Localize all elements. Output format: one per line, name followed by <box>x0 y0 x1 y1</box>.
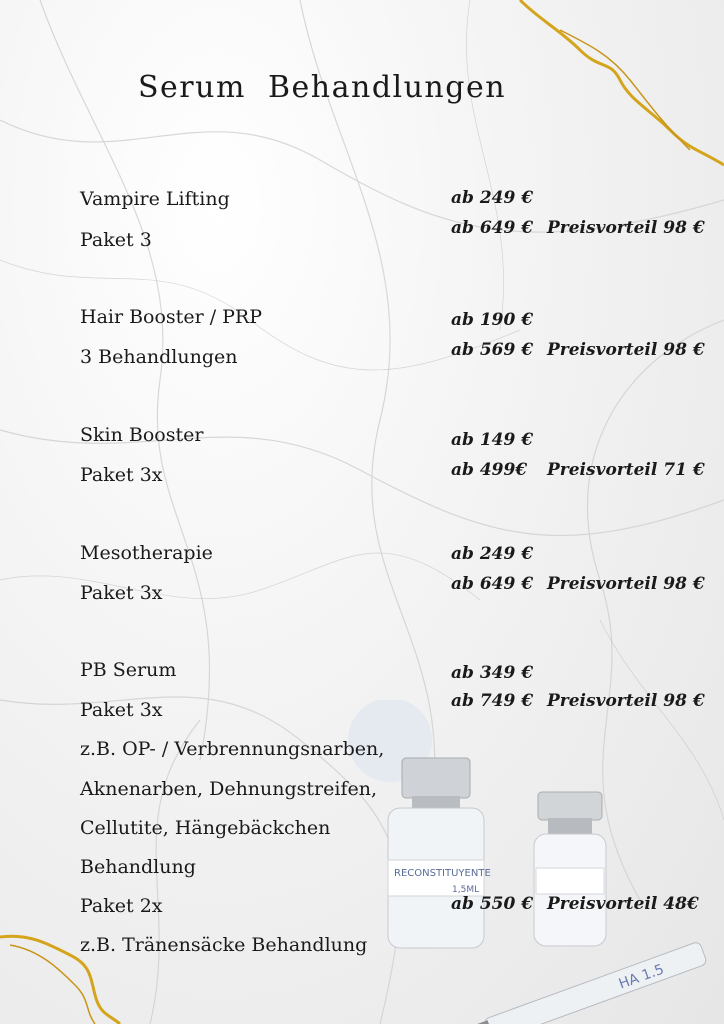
package-price: ab 649 € <box>451 218 534 238</box>
single-price: ab 249 € <box>451 188 534 208</box>
gold-vein-top-right <box>500 0 724 170</box>
syringe <box>474 941 708 1024</box>
treatment-name: Hair Booster / PRP <box>80 306 263 328</box>
single-price: ab 349 € <box>451 663 534 683</box>
page-title: Serum Behandlungen <box>138 70 507 105</box>
treatment-description: Cellutite, Hängebäckchen <box>80 817 331 839</box>
treatment-package: Paket 3x <box>80 582 163 604</box>
treatment-description: Aknenarben, Dehnungstreifen, <box>80 778 378 800</box>
treatment-package: Paket 3 <box>80 229 152 251</box>
price-advantage: Preisvorteil 98 € <box>547 574 705 594</box>
single-price: ab 249 € <box>451 544 534 564</box>
svg-text:1,5ML: 1,5ML <box>452 885 480 895</box>
single-price: ab 190 € <box>451 310 534 330</box>
treatment-name: Skin Booster <box>80 424 204 446</box>
treatment-description: Behandlung <box>80 856 196 878</box>
treatment-name: Mesotherapie <box>80 542 213 564</box>
treatment-name: Vampire Lifting <box>80 188 230 210</box>
treatment-package: Paket 3x <box>80 464 163 486</box>
treatment-description: z.B. Tränensäcke Behandlung <box>80 934 368 956</box>
treatment-package: Paket 2x <box>80 895 163 917</box>
svg-text:RECONSTITUYENTE: RECONSTITUYENTE <box>394 868 491 879</box>
price-advantage: Preisvorteil 71 € <box>547 460 705 480</box>
treatment-package: Paket 3x <box>80 699 163 721</box>
vial-right <box>534 792 606 946</box>
treatment-name: PB Serum <box>80 659 177 681</box>
vial-left <box>388 758 491 948</box>
single-price: ab 149 € <box>451 430 534 450</box>
package-price: ab 649 € <box>451 574 534 594</box>
extra-package-price: ab 550 € <box>451 894 534 914</box>
package-price: ab 499€ <box>451 460 528 480</box>
treatment-description: z.B. OP- / Verbrennungsnarben, <box>80 738 385 760</box>
extra-price-advantage: Preisvorteil 48€ <box>547 894 699 914</box>
price-advantage: Preisvorteil 98 € <box>547 340 705 360</box>
price-advantage: Preisvorteil 98 € <box>547 691 705 711</box>
svg-text:HA 1.5: HA 1.5 <box>616 961 667 993</box>
package-price: ab 569 € <box>451 340 534 360</box>
package-price: ab 749 € <box>451 691 534 711</box>
treatment-package: 3 Behandlungen <box>80 346 238 368</box>
price-advantage: Preisvorteil 98 € <box>547 218 705 238</box>
product-vials-image <box>340 700 724 1024</box>
